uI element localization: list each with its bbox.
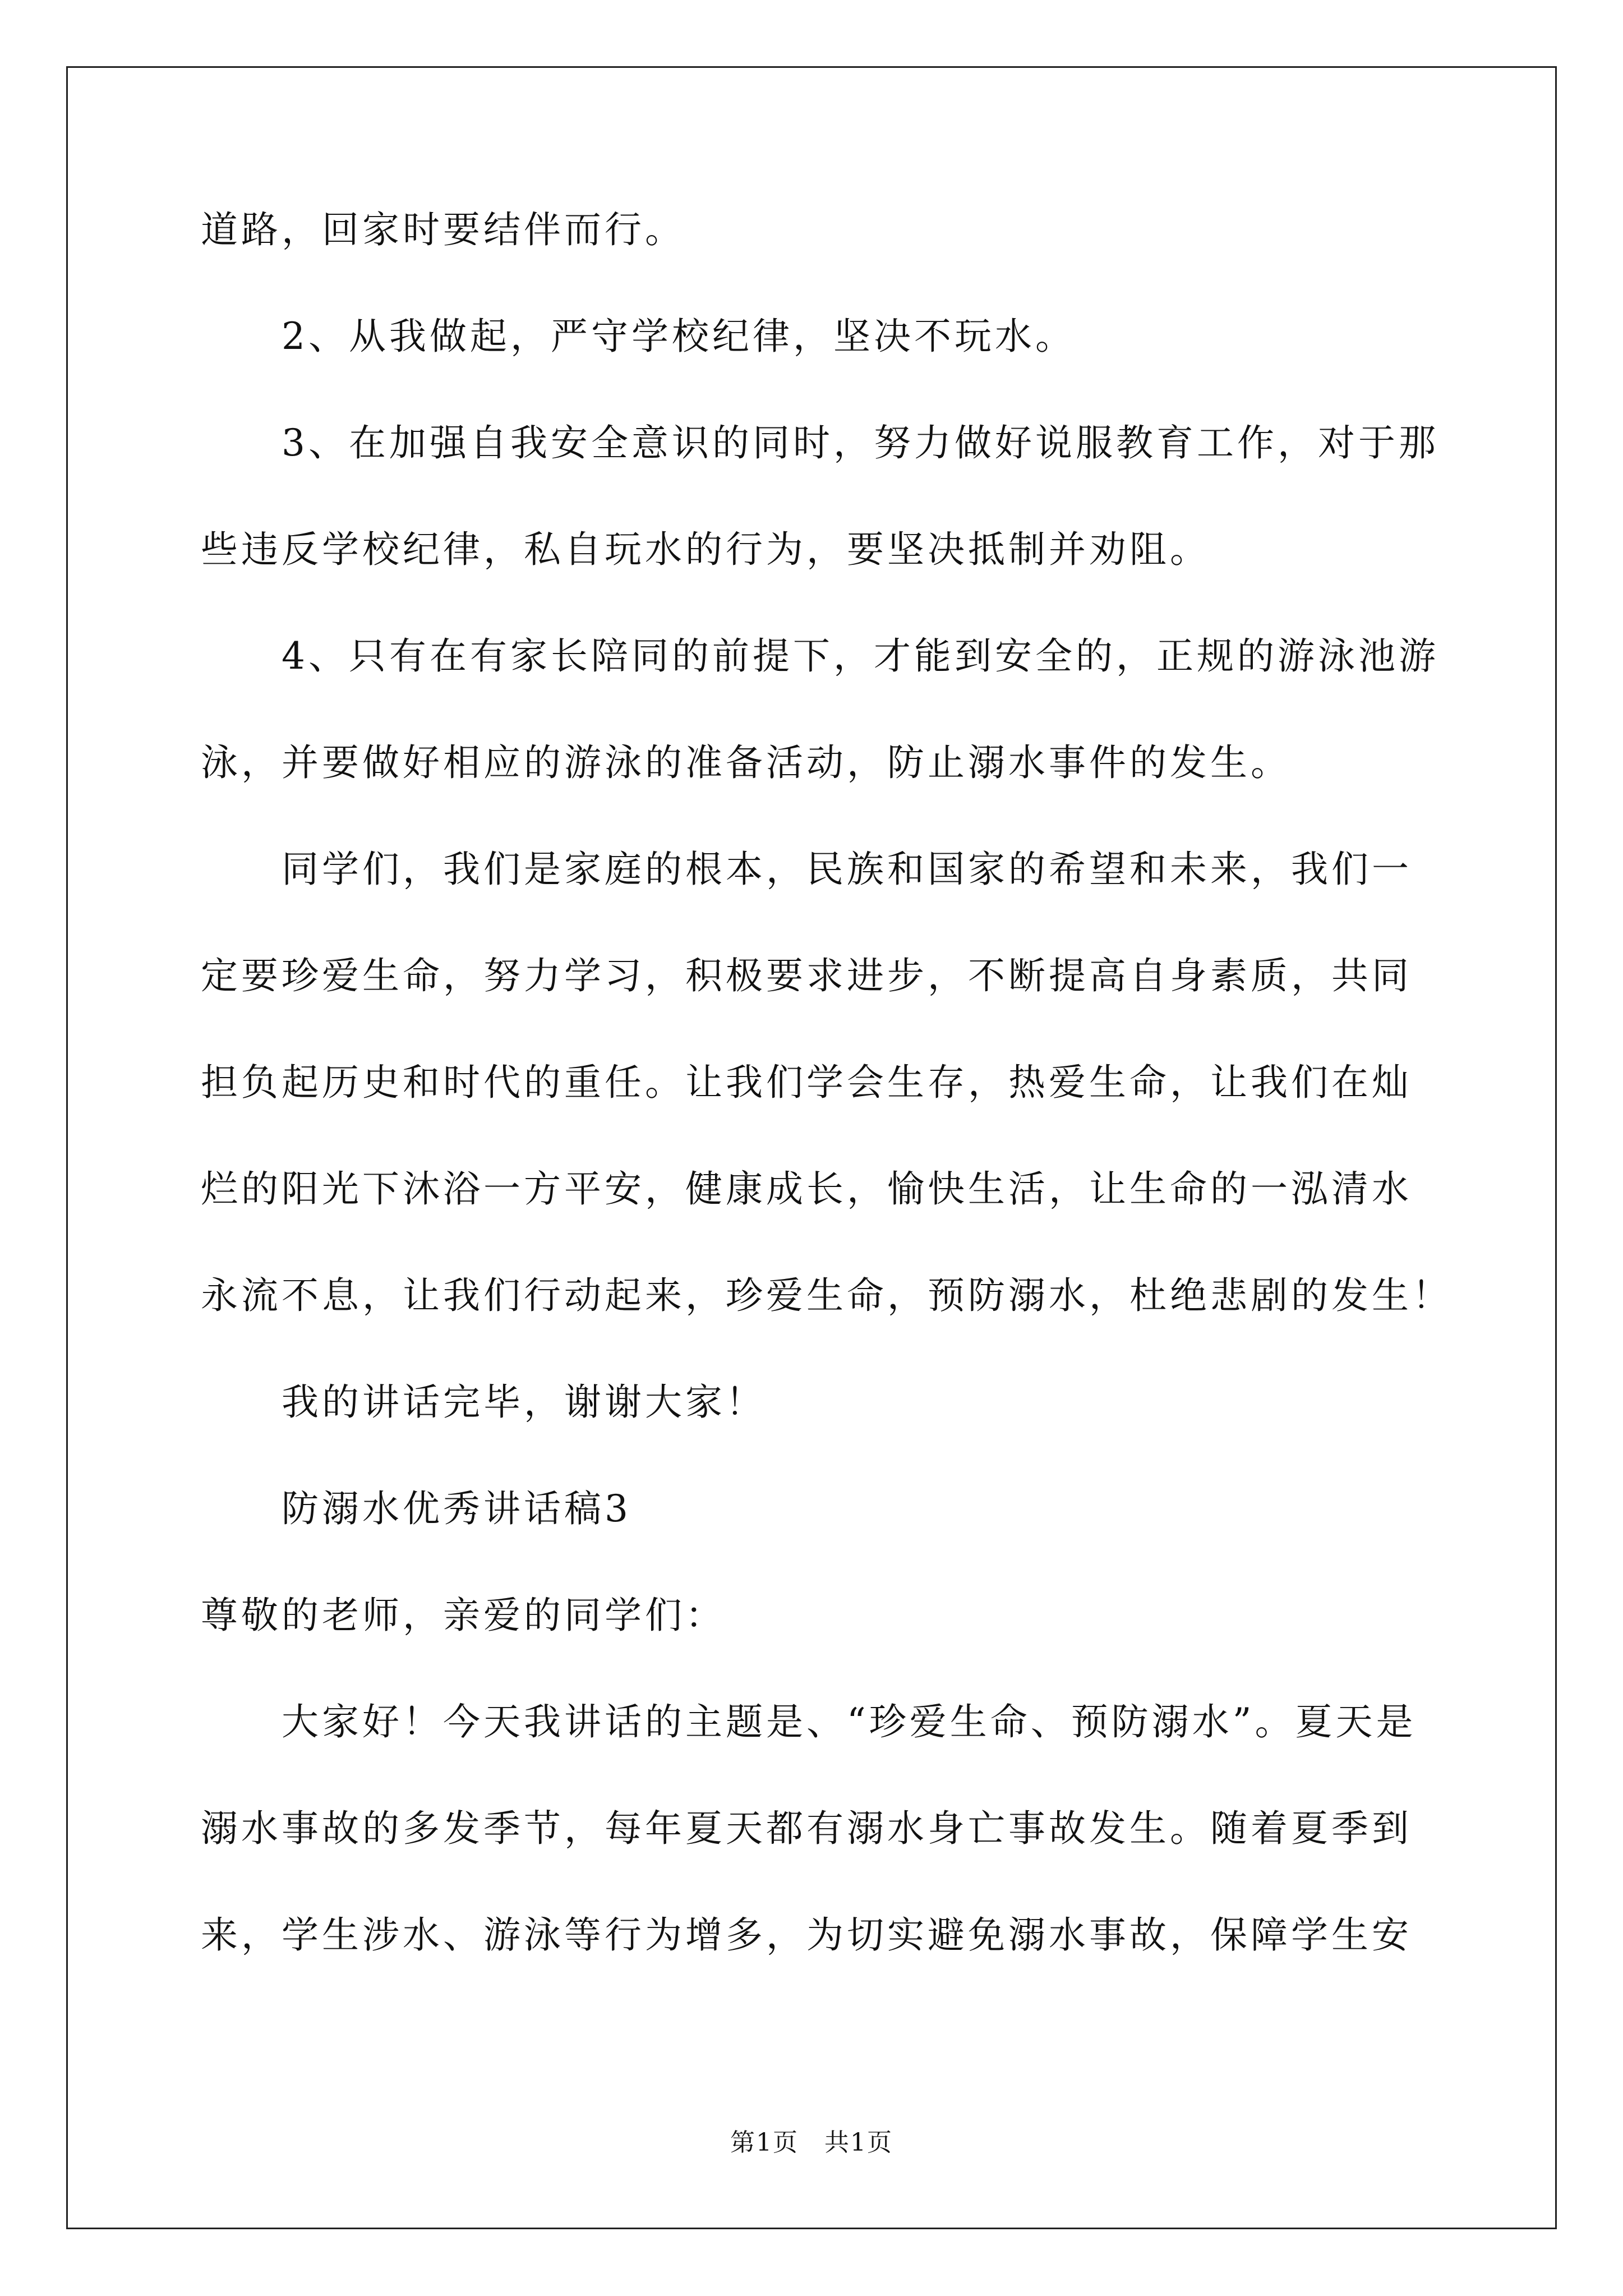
- text-line: 来，学生涉水、游泳等行为增多，为切实避免溺水事故，保障学生安: [201, 1913, 1412, 1957]
- text-line: 永流不息，让我们行动起来，珍爱生命，预防溺水，杜绝悲剧的发生！: [201, 1274, 1453, 1317]
- text-line: 4、只有在有家长陪同的前提下，才能到安全的，正规的游泳池游: [201, 634, 1439, 678]
- text-line: 些违反学校纪律，私自玩水的行为，要坚决抵制并劝阻。: [201, 528, 1210, 571]
- text-line: 大家好！今天我讲话的主题是、“珍爱生命、预防溺水”。夏天是: [201, 1700, 1417, 1743]
- page-frame: [66, 66, 1557, 2229]
- text-line: 溺水事故的多发季节，每年夏天都有溺水身亡事故发生。随着夏季到: [201, 1807, 1412, 1850]
- text-line: 2、从我做起，严守学校纪律，坚决不玩水。: [201, 315, 1076, 358]
- text-line: 我的讲话完毕，谢谢大家！: [201, 1381, 766, 1424]
- section-heading: 防溺水优秀讲话稿3: [201, 1487, 631, 1530]
- text-line: 道路，回家时要结伴而行。: [201, 208, 685, 251]
- text-line: 担负起历史和时代的重任。让我们学会生存，热爱生命，让我们在灿: [201, 1061, 1412, 1104]
- text-line: 定要珍爱生命，努力学习，积极要求进步，不断提高自身素质，共同: [201, 954, 1412, 997]
- text-line: 泳，并要做好相应的游泳的准备活动，防止溺水事件的发生。: [201, 741, 1291, 784]
- page-footer: 第1页 共1页: [730, 2128, 893, 2157]
- text-line: 烂的阳光下沐浴一方平安，健康成长，愉快生活，让生命的一泓清水: [201, 1167, 1412, 1211]
- text-line: 3、在加强自我安全意识的同时，努力做好说服教育工作，对于那: [201, 421, 1439, 464]
- salutation: 尊敬的老师，亲爱的同学们：: [201, 1594, 726, 1637]
- text-line: 同学们，我们是家庭的根本，民族和国家的希望和未来，我们一: [201, 848, 1412, 891]
